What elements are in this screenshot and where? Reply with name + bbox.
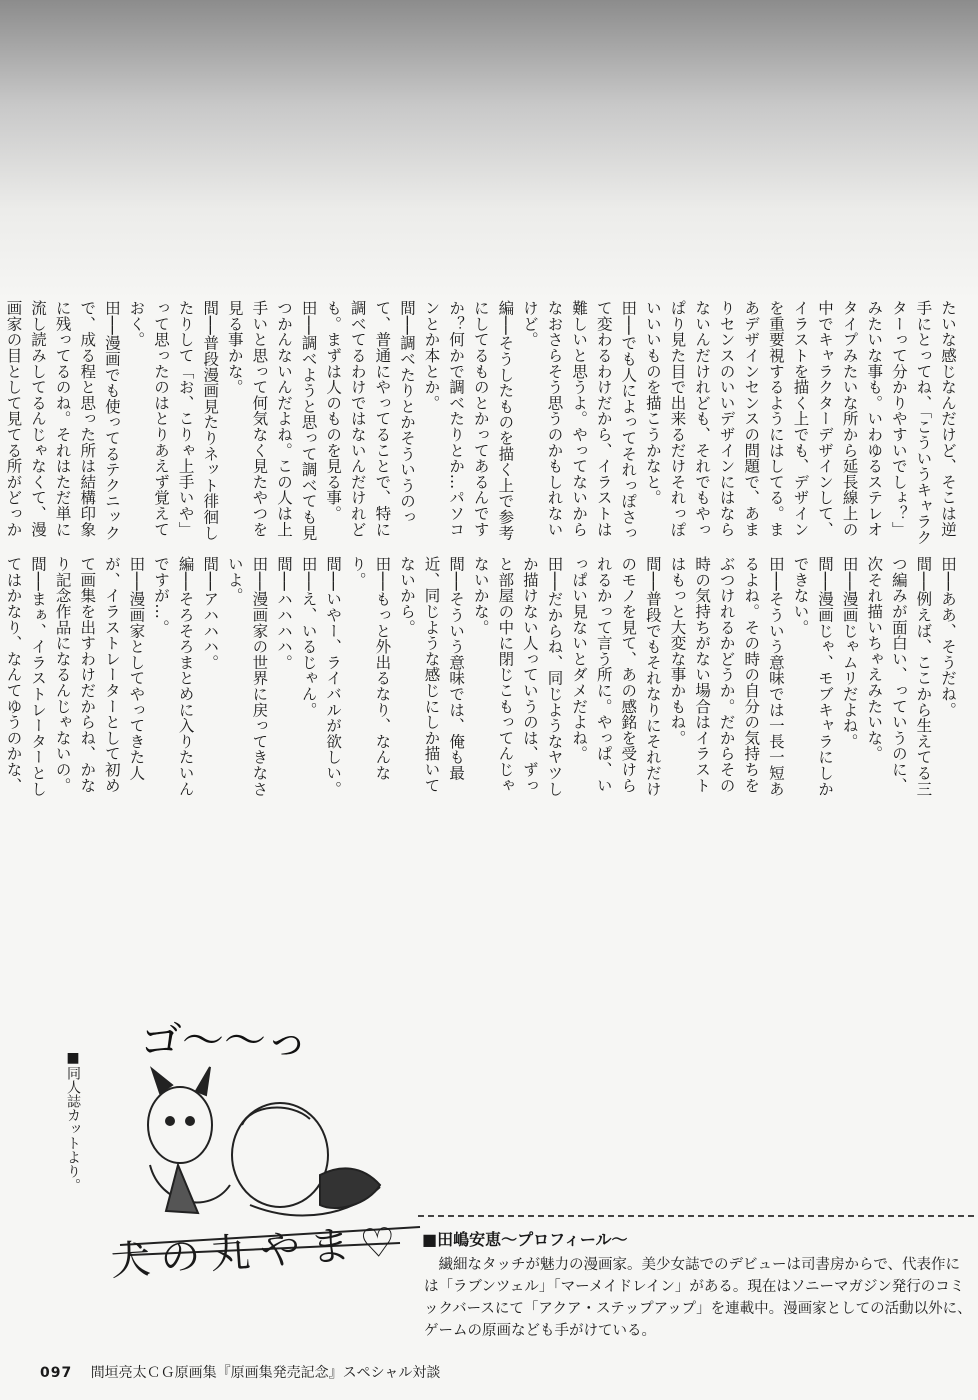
dialogue-line: 田──だからね、同じようなヤツしか描けない人っていうのは、ずっと部屋の中に閉じこもってんじゃないかな。 — [471, 556, 564, 797]
footer-title: 間垣亮太ＣＧ原画集『原画集発売記念』スペシャル対談 — [90, 1365, 441, 1381]
profile-box — [418, 1215, 974, 1339]
illustration-sound-effect: ゴ〜〜っ — [140, 1016, 309, 1065]
dialogue-line: 田──ああ、そうだね。 — [939, 556, 957, 718]
page-number: 097 — [40, 1365, 73, 1381]
dialogue-line: 間──そういう意味では、俺も最近、同じような感じにしか描いてないから。 — [397, 556, 466, 793]
upper-text-band — [4, 300, 960, 550]
dialogue-line: たいな感じなんだけど、そこは逆手にとってね、「こういうキャラクターって分かりやすいでしょ？」みたいな事も。いわゆるステレオタイプみたいな所から延長線上の中でキャラクターデザインして、イラストを描く上でも、デザインを重要視するようにはしてる。まあデザインセンスの問題で、あまりセンスのいいデザインにはならないんだけれども、それでもやっぱり見た目で出来るだけそれっぽいいいものを描こうかなと。 — [643, 300, 957, 546]
dialogue-line: 田──漫画じゃムリだよね。 — [840, 556, 859, 750]
dialogue-line: 田──でも人によってそれっぽさって変わるわけだから、イラストは難しいと思うよ。やってないからなおさらそう思うのかもしれないけど。 — [520, 300, 638, 541]
dialogue-line: 田──漫画家としてやってきた人が、イラストレーターとして初めて画集を出すわけだからね、かなり記念作品になるんじゃないの。 — [53, 556, 146, 793]
page-footer — [40, 1362, 440, 1382]
profile-title: ■田嶋安恵〜プロフィール〜 — [422, 1230, 628, 1249]
dialogue-line: 田──え、いるじゃん。 — [299, 556, 318, 718]
lower-text-band — [4, 556, 960, 806]
dialogue-line: 間──ハハハハ。 — [274, 556, 293, 671]
dialogue-line: 編──そろそろまとめに入りたいんですが…。 — [152, 556, 195, 797]
dialogue-line: 間──普段でもそれなりにそれだけのモノを見て、あの感銘を受けられるかって言う所に。やっぱ、いっぱい見ないとダメだよね。 — [570, 556, 662, 797]
dialogue-line: 間──アハハハ。 — [201, 556, 220, 671]
dialogue-line: 田──漫画家の世界に戻ってきなさいよ。 — [225, 556, 269, 797]
top-gradient — [0, 0, 978, 300]
dialogue-line: 田──調べようと思って調べても見つかんないんだよね。この人は上手いと思って何気なく見たやつを見る事かな。 — [225, 300, 318, 541]
dialogue-line: 間──調べたりとかそういうのって、普通にやってることで、特に調べてるわけではないんだけれども。まずは人のものを見る事。 — [324, 300, 416, 537]
dialogue-line: 田──もっと外出るなり、なんなり。 — [348, 556, 392, 781]
dialogue-line: 編──そうしたものを描く上で参考にしてるものとかってあるんですか？何かで調べたりとか…パソコンとか本とか。 — [422, 300, 515, 541]
dialogue-line: 田──そういう意味では一長一短あるよね。その時の自分の気持ちをぶつけれるかどうか。だからその時の気持ちがない場合はイラストはもっと大変な事かもね。 — [668, 556, 785, 797]
profile-body: 繊細なタッチが魅力の漫画家。美少女誌でのデビューは司書房からで、代表作には「ラブンツェル」「マーメイドレイン」がある。現在はソニーマガジン発行のコミックバースにて「アクア・ステップアップ」を連載中。漫画家としての活動以外に、ゲームの原画なども手がけている。 — [424, 1257, 972, 1339]
dialogue-line: 間──普段漫画見たりネット徘徊したりして「お、こりゃ上手いや」って思ったのはとりあえず覚えておく。 — [127, 300, 220, 541]
artist-signature: 犬の丸やま♡ — [109, 1218, 408, 1286]
dialogue-line: 間──例えば、ここから生えてる三つ編みが面白い、っていうのに、次それ描いちゃえみたいな。 — [865, 556, 933, 797]
dialogue-line: 田──漫画でも使ってるテクニックで、成る程と思った所は結構印象に残ってるのね。それはただ単に流し読みしてるんじゃなくて、漫画家の目として見てる所がどっか — [4, 300, 121, 541]
dialogue-line: 間──漫画じゃ、モブキャラにしかできない。 — [791, 556, 835, 797]
illustration-caption: ■同人誌カットより。 — [65, 1050, 81, 1192]
dialogue-line: 間──まぁ、イラストレーターとしてはかなり、なんてゆうのかな、 — [4, 556, 48, 797]
dialogue-line: 間──いやー、ライバルが欲しい。 — [324, 556, 343, 797]
